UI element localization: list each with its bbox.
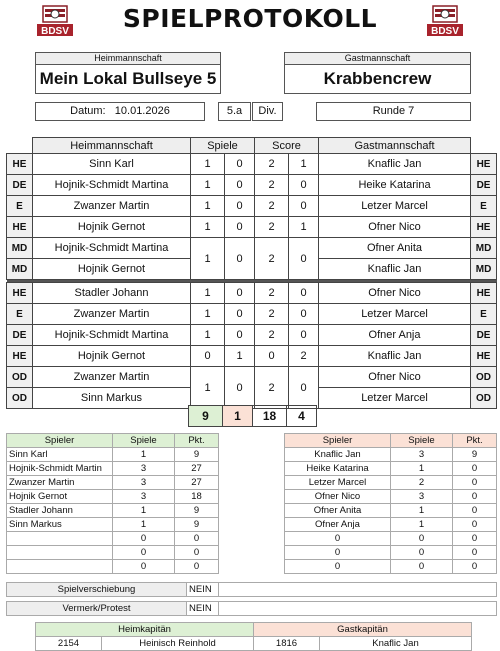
guest-player: Knaflic Jan xyxy=(319,154,471,175)
player-name xyxy=(7,532,113,546)
match-row xyxy=(7,346,497,367)
match-row xyxy=(7,196,497,217)
player-points: 0 xyxy=(175,546,219,560)
result-s2: 0 xyxy=(289,196,319,217)
match-table xyxy=(6,137,497,409)
match-type: MD xyxy=(7,259,33,280)
match-type: E xyxy=(471,196,497,217)
result-s1: 2 xyxy=(255,196,289,217)
guest-stats-row xyxy=(285,462,497,476)
player-games: 1 xyxy=(113,504,175,518)
player-points: 0 xyxy=(453,462,497,476)
match-type: HE xyxy=(471,217,497,238)
match-row xyxy=(7,367,497,388)
player-games: 3 xyxy=(113,462,175,476)
guest-stats-row xyxy=(285,504,497,518)
player-name: Ofner Anja xyxy=(285,518,391,532)
home-player: Hojnik Gernot xyxy=(33,217,191,238)
match-type: OD xyxy=(7,388,33,409)
result-g2: 0 xyxy=(225,238,255,280)
protest-value: NEIN xyxy=(187,602,219,616)
protest-note xyxy=(219,602,497,616)
player-games: 1 xyxy=(113,448,175,462)
total-score-guest: 4 xyxy=(287,406,317,427)
home-player: Zwanzer Martin xyxy=(33,367,191,388)
result-g1: 1 xyxy=(191,367,225,409)
player-games: 0 xyxy=(113,532,175,546)
result-g1: 1 xyxy=(191,238,225,280)
result-s1: 2 xyxy=(255,367,289,409)
postpone-label: Spielverschiebung xyxy=(7,583,187,597)
match-row xyxy=(7,304,497,325)
match-type: DE xyxy=(471,175,497,196)
match-type: MD xyxy=(7,238,33,259)
division-value: 5.a xyxy=(218,102,251,121)
protest-row xyxy=(6,601,497,616)
home-stats-row xyxy=(7,504,219,518)
player-points: 9 xyxy=(175,448,219,462)
guest-stats-row xyxy=(285,490,497,504)
guest-team-label: Gastmannschaft xyxy=(284,52,471,65)
player-name: Sinn Karl xyxy=(7,448,113,462)
postpone-value: NEIN xyxy=(187,583,219,597)
guest-stats-row xyxy=(285,532,497,546)
player-games: 1 xyxy=(391,462,453,476)
player-points: 0 xyxy=(175,560,219,574)
home-captain-id: 2154 xyxy=(36,637,102,651)
home-player: Hojnik-Schmidt Martina xyxy=(33,238,191,259)
home-team-label: Heimmannschaft xyxy=(35,52,221,65)
player-games: 2 xyxy=(391,476,453,490)
home-stats-row xyxy=(7,532,219,546)
player-points: 27 xyxy=(175,462,219,476)
total-score-home: 18 xyxy=(253,406,287,427)
match-table-header xyxy=(7,138,497,154)
result-s1: 2 xyxy=(255,238,289,280)
result-g2: 0 xyxy=(225,304,255,325)
player-name: Letzer Marcel xyxy=(285,476,391,490)
match-type: E xyxy=(7,196,33,217)
captains-table xyxy=(35,622,472,651)
player-points: 0 xyxy=(453,504,497,518)
home-team-name: Mein Lokal Bullseye 5 xyxy=(35,64,221,94)
player-games: 1 xyxy=(391,518,453,532)
player-games: 3 xyxy=(113,476,175,490)
player-name: Hojnik-Schmidt Martin xyxy=(7,462,113,476)
total-games-guest: 1 xyxy=(223,406,253,427)
match-type: OD xyxy=(7,367,33,388)
match-type: MD xyxy=(471,238,497,259)
col-home: Heimmannschaft xyxy=(33,138,191,154)
guest-captain-id: 1816 xyxy=(254,637,320,651)
player-games: 3 xyxy=(391,448,453,462)
totals-row xyxy=(188,405,317,427)
postpone-row xyxy=(6,582,497,597)
result-s2: 0 xyxy=(289,283,319,304)
guest-player: Letzer Marcel xyxy=(319,304,471,325)
match-type: HE xyxy=(471,154,497,175)
result-g1: 1 xyxy=(191,217,225,238)
player-games: 0 xyxy=(113,560,175,574)
guest-player: Ofner Nico xyxy=(319,367,471,388)
result-s2: 0 xyxy=(289,175,319,196)
home-player: Sinn Markus xyxy=(33,388,191,409)
home-stats-row xyxy=(7,560,219,574)
home-stats-col-games: Spiele xyxy=(113,434,175,448)
player-name: Zwanzer Martin xyxy=(7,476,113,490)
home-player: Hojnik Gernot xyxy=(33,259,191,280)
postpone-note xyxy=(219,583,497,597)
guest-player: Ofner Nico xyxy=(319,283,471,304)
result-g1: 1 xyxy=(191,283,225,304)
match-row xyxy=(7,175,497,196)
home-stats-row xyxy=(7,448,219,462)
match-type: HE xyxy=(7,217,33,238)
division-label: Div. xyxy=(252,102,283,121)
guest-player: Heike Katarina xyxy=(319,175,471,196)
match-type: E xyxy=(471,304,497,325)
home-stats-row xyxy=(7,518,219,532)
player-points: 27 xyxy=(175,476,219,490)
result-g2: 0 xyxy=(225,367,255,409)
result-s1: 2 xyxy=(255,325,289,346)
result-s2: 2 xyxy=(289,346,319,367)
home-stats-row xyxy=(7,476,219,490)
protest-label: Vermerk/Protest xyxy=(7,602,187,616)
result-s2: 0 xyxy=(289,238,319,280)
result-g2: 0 xyxy=(225,283,255,304)
total-games-home: 9 xyxy=(189,406,223,427)
result-g1: 0 xyxy=(191,346,225,367)
match-row xyxy=(7,325,497,346)
match-type: E xyxy=(7,304,33,325)
home-captain-name: Heinisch Reinhold xyxy=(102,637,254,651)
home-player: Hojnik Gernot xyxy=(33,346,191,367)
player-points: 9 xyxy=(175,518,219,532)
player-points: 0 xyxy=(453,476,497,490)
match-type: HE xyxy=(7,154,33,175)
match-type: HE xyxy=(7,283,33,304)
home-stats-col-player: Spieler xyxy=(7,434,113,448)
result-s1: 0 xyxy=(255,346,289,367)
home-stats-table xyxy=(6,433,219,574)
result-s1: 2 xyxy=(255,217,289,238)
date-box xyxy=(35,102,205,121)
guest-team-name: Krabbencrew xyxy=(284,64,471,94)
home-stats-col-points: Pkt. xyxy=(175,434,219,448)
home-stats-row xyxy=(7,462,219,476)
round-value: Runde 7 xyxy=(316,102,471,121)
home-player: Stadler Johann xyxy=(33,283,191,304)
result-s2: 1 xyxy=(289,217,319,238)
player-name: Knaflic Jan xyxy=(285,448,391,462)
player-games: 3 xyxy=(113,490,175,504)
guest-stats-row xyxy=(285,560,497,574)
home-player: Hojnik-Schmidt Martina xyxy=(33,175,191,196)
guest-stats-row xyxy=(285,448,497,462)
logo-text: BDSV xyxy=(41,26,69,37)
player-points: 0 xyxy=(175,532,219,546)
player-name: 0 xyxy=(285,546,391,560)
player-games: 0 xyxy=(113,546,175,560)
match-row xyxy=(7,154,497,175)
match-type: DE xyxy=(7,325,33,346)
match-row xyxy=(7,217,497,238)
player-name: 0 xyxy=(285,532,391,546)
guest-stats-table xyxy=(284,433,497,574)
result-g2: 0 xyxy=(225,196,255,217)
player-points: 0 xyxy=(453,532,497,546)
home-player: Sinn Karl xyxy=(33,154,191,175)
match-type: HE xyxy=(471,283,497,304)
guest-stats-col-games: Spiele xyxy=(391,434,453,448)
result-g2: 0 xyxy=(225,175,255,196)
home-player: Zwanzer Martin xyxy=(33,304,191,325)
player-games: 3 xyxy=(391,490,453,504)
col-games: Spiele xyxy=(191,138,255,154)
guest-stats-row xyxy=(285,476,497,490)
result-s2: 0 xyxy=(289,325,319,346)
result-s2: 1 xyxy=(289,154,319,175)
result-s1: 2 xyxy=(255,175,289,196)
guest-player: Ofner Anita xyxy=(319,238,471,259)
player-games: 1 xyxy=(113,518,175,532)
player-points: 0 xyxy=(453,546,497,560)
player-games: 0 xyxy=(391,560,453,574)
date-value: 10.01.2026 xyxy=(114,105,170,117)
player-name xyxy=(7,546,113,560)
player-points: 0 xyxy=(453,560,497,574)
match-type: HE xyxy=(7,346,33,367)
col-score: Score xyxy=(255,138,319,154)
result-g1: 1 xyxy=(191,154,225,175)
home-stats-row xyxy=(7,490,219,504)
player-points: 0 xyxy=(453,518,497,532)
result-s1: 2 xyxy=(255,154,289,175)
result-s2: 0 xyxy=(289,304,319,325)
guest-player: Ofner Nico xyxy=(319,217,471,238)
guest-captain-label: Gastkapitän xyxy=(254,623,472,637)
match-row xyxy=(7,238,497,259)
result-g1: 1 xyxy=(191,325,225,346)
guest-stats-col-points: Pkt. xyxy=(453,434,497,448)
player-name xyxy=(7,560,113,574)
match-type: OD xyxy=(471,367,497,388)
result-g1: 1 xyxy=(191,196,225,217)
match-type: OD xyxy=(471,388,497,409)
player-games: 0 xyxy=(391,532,453,546)
guest-player: Knaflic Jan xyxy=(319,346,471,367)
match-type: DE xyxy=(471,325,497,346)
player-name: Heike Katarina xyxy=(285,462,391,476)
player-points: 9 xyxy=(453,448,497,462)
player-points: 18 xyxy=(175,490,219,504)
guest-captain-name: Knaflic Jan xyxy=(320,637,472,651)
guest-stats-col-player: Spieler xyxy=(285,434,391,448)
result-s1: 2 xyxy=(255,283,289,304)
match-type: DE xyxy=(7,175,33,196)
home-player: Hojnik-Schmidt Martina xyxy=(33,325,191,346)
result-s2: 0 xyxy=(289,367,319,409)
match-type: HE xyxy=(471,346,497,367)
player-name: Ofner Anita xyxy=(285,504,391,518)
guest-player: Letzer Marcel xyxy=(319,196,471,217)
player-name: 0 xyxy=(285,560,391,574)
result-g1: 1 xyxy=(191,304,225,325)
player-games: 0 xyxy=(391,546,453,560)
player-name: Stadler Johann xyxy=(7,504,113,518)
match-type: MD xyxy=(471,259,497,280)
result-g2: 1 xyxy=(225,346,255,367)
result-s1: 2 xyxy=(255,304,289,325)
result-g1: 1 xyxy=(191,175,225,196)
home-captain-label: Heimkapitän xyxy=(36,623,254,637)
player-points: 0 xyxy=(453,490,497,504)
player-name: Hojnik Gernot xyxy=(7,490,113,504)
player-name: Sinn Markus xyxy=(7,518,113,532)
guest-player: Letzer Marcel xyxy=(319,388,471,409)
date-label: Datum: xyxy=(70,105,106,117)
player-games: 1 xyxy=(391,504,453,518)
match-row xyxy=(7,283,497,304)
guest-player: Ofner Anja xyxy=(319,325,471,346)
col-guest: Gastmannschaft xyxy=(319,138,471,154)
home-player: Zwanzer Martin xyxy=(33,196,191,217)
guest-stats-row xyxy=(285,518,497,532)
guest-player: Knaflic Jan xyxy=(319,259,471,280)
result-g2: 0 xyxy=(225,154,255,175)
result-g2: 0 xyxy=(225,217,255,238)
guest-stats-row xyxy=(285,546,497,560)
player-name: Ofner Nico xyxy=(285,490,391,504)
player-points: 9 xyxy=(175,504,219,518)
result-g2: 0 xyxy=(225,325,255,346)
page-title: SPIELPROTOKOLL xyxy=(122,4,378,33)
home-stats-row xyxy=(7,546,219,560)
logo-text: BDSV xyxy=(431,26,459,37)
